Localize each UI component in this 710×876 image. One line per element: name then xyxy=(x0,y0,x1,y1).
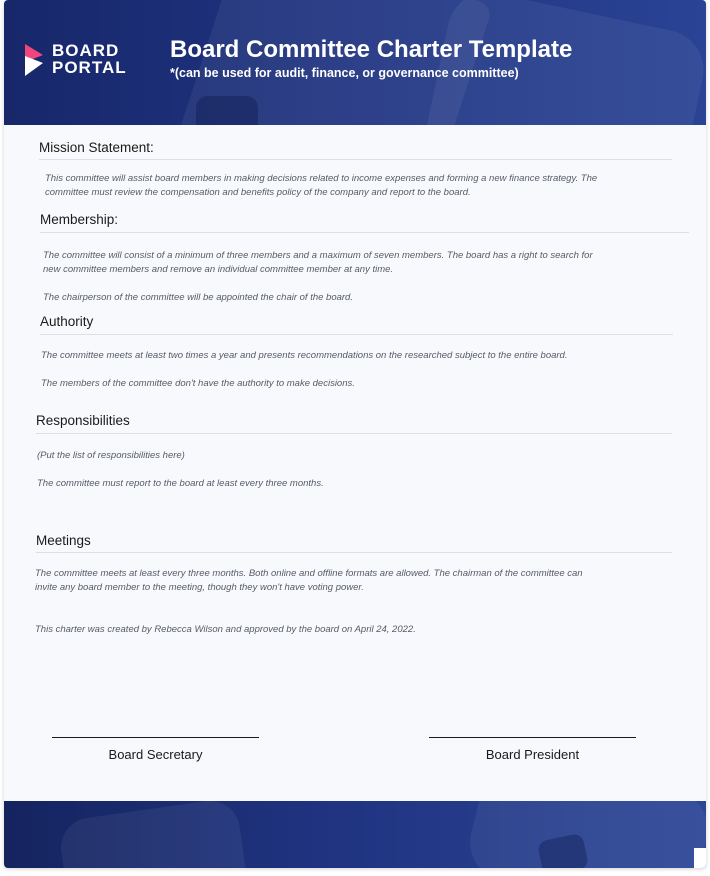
mission-text-line-2: committee must review the compensation and benefits policy of the company and report to the board. xyxy=(45,187,471,198)
mission-text-line-1: This committee will assist board members in making decisions related to income expenses and forming a new finance strategy. The xyxy=(45,173,598,184)
mission-heading: Mission Statement: xyxy=(39,140,154,155)
president-signature-line xyxy=(429,737,636,738)
membership-divider xyxy=(40,232,689,233)
page-subtitle: *(can be used for audit, finance, or governance committee) xyxy=(170,66,519,80)
footer-banner xyxy=(4,801,706,868)
logo-wordmark xyxy=(52,42,127,76)
header-banner xyxy=(4,0,706,125)
footer-decoration xyxy=(57,801,251,868)
membership-heading: Membership: xyxy=(40,212,119,227)
mission-divider xyxy=(39,159,672,160)
secretary-signature-line xyxy=(52,737,259,738)
meetings-heading: Meetings xyxy=(36,533,91,548)
authority-divider xyxy=(40,334,673,335)
header-decoration xyxy=(196,96,258,125)
meetings-text-line-2: invite any board member to the meeting, though they won't have voting power. xyxy=(35,582,364,593)
president-signature-label: Board President xyxy=(485,747,580,762)
charter-document xyxy=(4,0,706,868)
responsibilities-divider xyxy=(36,433,672,434)
membership-text-line-2: new committee members and remove an individual committee member at any time. xyxy=(43,264,394,275)
page-title: Board Committee Charter Template xyxy=(170,36,573,63)
logo-line-2: PORTAL xyxy=(52,58,127,77)
meetings-divider xyxy=(36,552,672,553)
membership-text-2: The chairperson of the committee will be appointed the chair of the board. xyxy=(43,292,353,303)
authority-text-2: The members of the committee don't have the authority to make decisions. xyxy=(41,378,355,389)
approval-note: This charter was created by Rebecca Wilson and approved by the board on April 24, 2022. xyxy=(35,624,416,635)
logo-line-1: BOARD xyxy=(52,41,120,60)
membership-text-line-1: The committee will consist of a minimum of three members and a maximum of seven members. The board has a right to search for xyxy=(43,250,593,261)
logo-mark-icon xyxy=(23,42,45,78)
responsibilities-text-1: (Put the list of responsibilities here) xyxy=(37,450,185,461)
authority-heading: Authority xyxy=(40,314,94,329)
responsibilities-heading: Responsibilities xyxy=(36,413,130,428)
authority-text-1: The committee meets at least two times a year and presents recommendations on the researched subject to the entire board. xyxy=(41,350,568,361)
responsibilities-text-2: The committee must report to the board at least every three months. xyxy=(37,478,324,489)
board-portal-logo xyxy=(23,42,133,82)
meetings-text-line-1: The committee meets at least every three months. Both online and offline formats are allowed. The chairman of the committee can xyxy=(35,568,583,579)
footer-corner-tab xyxy=(694,848,706,868)
secretary-signature-label: Board Secretary xyxy=(108,747,203,762)
